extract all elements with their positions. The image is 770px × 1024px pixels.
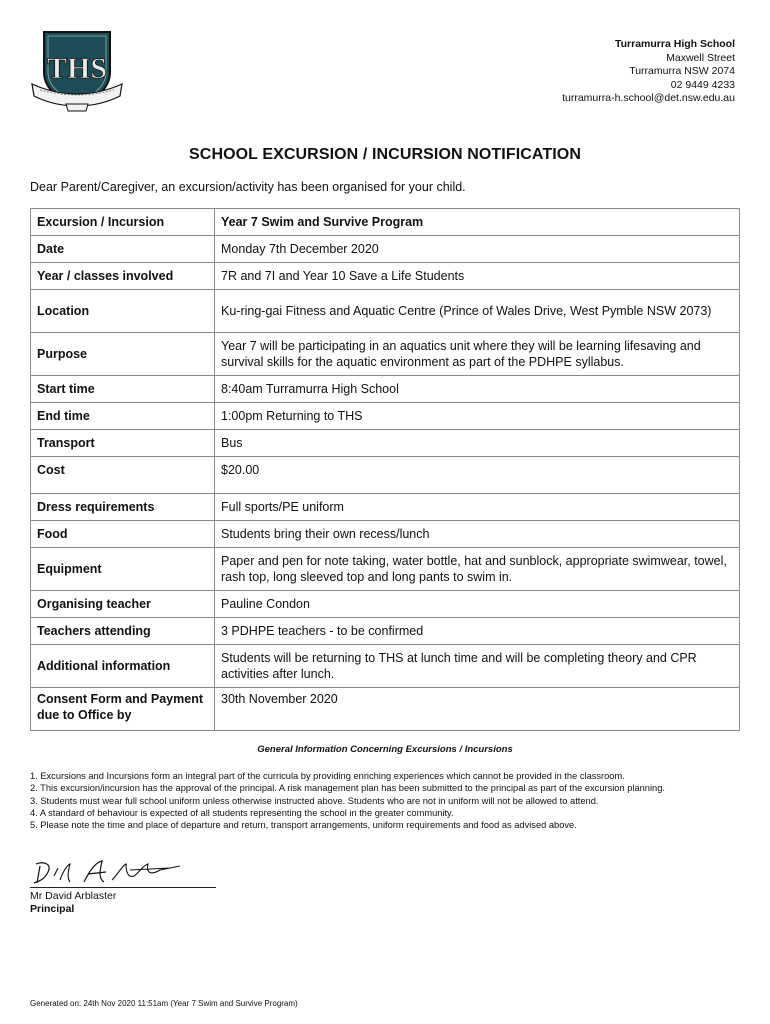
- row-value: $20.00: [215, 457, 740, 494]
- table-row: [31, 376, 740, 403]
- page-title: SCHOOL EXCURSION / INCURSION NOTIFICATION: [189, 146, 581, 163]
- row-value: Paper and pen for note taking, water bottle, hat and sunblock, appropriate swimwear, towel, rash top, long sleeved top and long pants to swim in.: [215, 548, 740, 591]
- table-row: [31, 521, 740, 548]
- row-label: Start time: [31, 376, 215, 403]
- crest-monogram: THS: [46, 52, 108, 85]
- row-label: Cost: [31, 457, 215, 494]
- note-item: 4. A standard of behaviour is expected of all students representing the school in the greater community.: [30, 807, 454, 818]
- row-label: Teachers attending: [31, 618, 215, 645]
- school-suburb: Turramurra NSW 2074: [629, 65, 735, 77]
- note-item: 3. Students must wear full school uniform unless otherwise instructed above. Students who are not in uniform will not be allowed to attend.: [30, 795, 599, 806]
- school-address-block: [562, 38, 735, 106]
- table-row: [31, 618, 740, 645]
- generated-footer: Generated on: 24th Nov 2020 11:51am (Year 7 Swim and Survive Program): [30, 999, 298, 1008]
- table-row: [31, 209, 740, 236]
- row-label: Excursion / Incursion: [31, 209, 215, 236]
- row-label: Food: [31, 521, 215, 548]
- signature-line: [30, 887, 216, 888]
- principal-signature: [30, 858, 220, 886]
- row-value: Monday 7th December 2020: [215, 236, 740, 263]
- general-information-notes: [30, 770, 742, 831]
- table-row: [31, 548, 740, 591]
- school-crest-logo: [30, 28, 124, 112]
- row-label: Year / classes involved: [31, 263, 215, 290]
- general-information-heading: General Information Concerning Excursions / Incursions: [257, 744, 513, 755]
- signatory-role: Principal: [30, 903, 75, 915]
- table-row: [31, 430, 740, 457]
- note-item: 5. Please note the time and place of departure and return, transport arrangements, uniform requirements and food as advised above.: [30, 820, 577, 831]
- row-label: End time: [31, 403, 215, 430]
- row-label: Additional information: [31, 645, 215, 688]
- row-value: 30th November 2020: [215, 688, 740, 731]
- excursion-details-table: [30, 208, 740, 731]
- school-street: Maxwell Street: [666, 51, 735, 64]
- table-row: [31, 236, 740, 263]
- table-row: [31, 494, 740, 521]
- signatory-name: Mr David Arblaster: [30, 890, 117, 902]
- row-value: Students will be returning to THS at lunch time and will be completing theory and CPR activities after lunch.: [215, 645, 740, 688]
- row-label: Purpose: [31, 333, 215, 376]
- intro-text: Dear Parent/Caregiver, an excursion/activity has been organised for your child.: [30, 180, 466, 194]
- row-label: Location: [31, 290, 215, 333]
- table-row: [31, 333, 740, 376]
- row-value: Full sports/PE uniform: [215, 494, 740, 521]
- row-label: Equipment: [31, 548, 215, 591]
- row-value: Year 7 will be participating in an aquatics unit where they will be learning lifesaving and survival skills for the aquatic environment as part of the PDHPE syllabus.: [215, 333, 740, 376]
- row-value: 8:40am Turramurra High School: [215, 376, 740, 403]
- row-label: Transport: [31, 430, 215, 457]
- school-name: Turramurra High School: [615, 38, 735, 50]
- table-row: [31, 457, 740, 494]
- note-item: 1. Excursions and Incursions form an integral part of the curricula by providing enriching experiences which cannot be provided in the classroom.: [30, 771, 625, 781]
- table-row: [31, 290, 740, 333]
- school-phone: 02 9449 4233: [670, 78, 735, 91]
- table-row: [31, 591, 740, 618]
- row-value: Pauline Condon: [215, 591, 740, 618]
- row-value: Ku-ring-gai Fitness and Aquatic Centre (Prince of Wales Drive, West Pymble NSW 2073): [215, 290, 740, 333]
- row-value: 3 PDHPE teachers - to be confirmed: [215, 618, 740, 645]
- row-label: Dress requirements: [31, 494, 215, 521]
- row-value: Year 7 Swim and Survive Program: [215, 209, 740, 236]
- row-label: Date: [31, 236, 215, 263]
- row-value: Bus: [215, 430, 740, 457]
- table-row: [31, 403, 740, 430]
- row-value: Students bring their own recess/lunch: [215, 521, 740, 548]
- table-row: [31, 688, 740, 731]
- school-email: turramurra-h.school@det.nsw.edu.au: [562, 92, 735, 104]
- row-label: Organising teacher: [31, 591, 215, 618]
- table-row: [31, 645, 740, 688]
- row-label: Consent Form and Payment due to Office by: [31, 688, 215, 731]
- row-value: 1:00pm Returning to THS: [215, 403, 740, 430]
- table-row: [31, 263, 740, 290]
- row-value: 7R and 7I and Year 10 Save a Life Students: [215, 263, 740, 290]
- note-item: 2. This excursion/incursion has the approval of the principal. A risk management plan has been submitted to the principal as part of the excursion planning.: [30, 783, 665, 794]
